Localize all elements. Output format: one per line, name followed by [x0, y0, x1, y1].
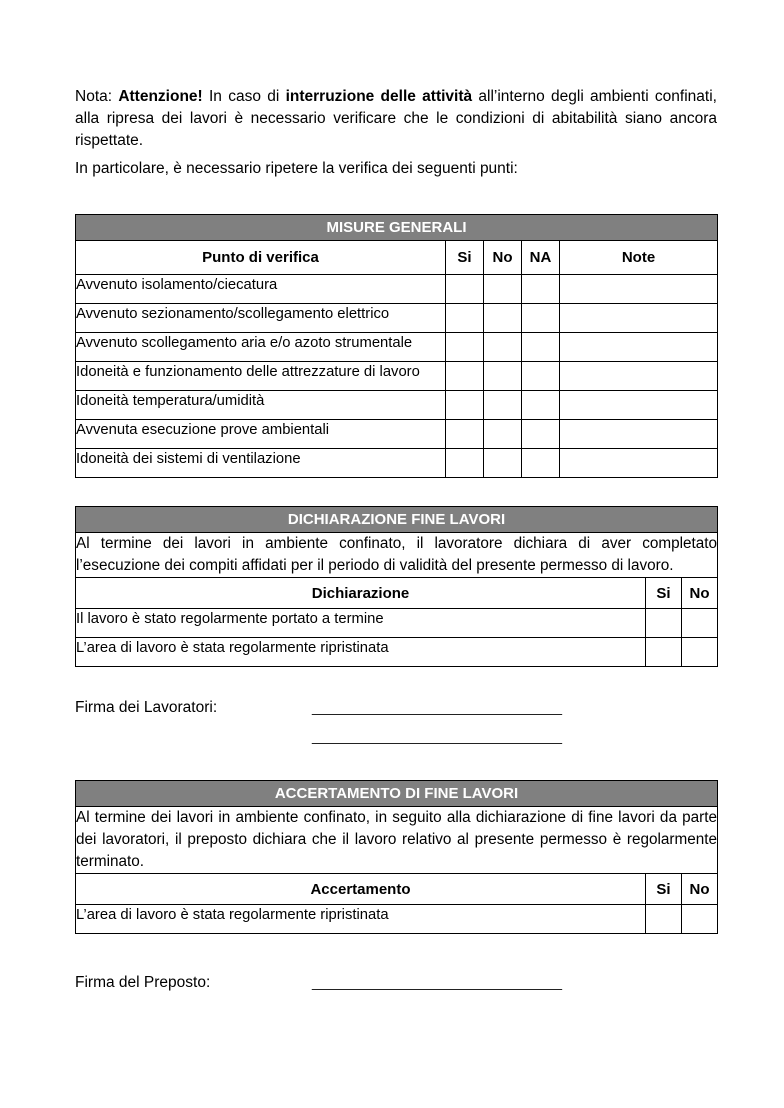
- firma-lavoratori-row-1: [75, 697, 717, 719]
- no-cell: [484, 333, 522, 362]
- firma-preposto-line: _____________________________: [312, 974, 562, 991]
- misure-col-no: No: [484, 241, 522, 275]
- note-cell: [560, 391, 718, 420]
- si-cell: [646, 905, 682, 934]
- firma-preposto-row: [75, 972, 717, 994]
- no-cell: [484, 275, 522, 304]
- dichiarazione-col-si: Si: [646, 578, 682, 609]
- si-cell: [446, 391, 484, 420]
- firma-lavoratori-label: Firma dei Lavoratori:: [75, 699, 218, 716]
- table-row: [76, 391, 718, 420]
- punto-cell: Avvenuto sezionamento/scollegamento elettrico: [76, 304, 446, 333]
- punto-cell: Avvenuto isolamento/ciecatura: [76, 275, 446, 304]
- si-cell: [646, 638, 682, 667]
- note-suffix: all’interno degli ambienti confinati, alla ripresa dei lavori è necessario verificare che le condizioni di abitabilità siano ancora rispettate.: [75, 88, 717, 149]
- punto-cell: Avvenuta esecuzione prove ambientali: [76, 420, 446, 449]
- table-row: [76, 304, 718, 333]
- si-cell: [446, 333, 484, 362]
- accertamento-intro-text: Al termine dei lavori in ambiente confinato, in seguito alla dichiarazione di fine lavori da parte dei lavoratori, il preposto dichiara che il lavoro relativo al presente permesso è regolarmente terminato.: [76, 807, 718, 874]
- note-prefix: Nota:: [75, 88, 119, 105]
- si-cell: [446, 304, 484, 333]
- firma-lavoratori-row-2: [75, 726, 717, 748]
- note-cell: [560, 362, 718, 391]
- accertamento-col-accertamento: Accertamento: [76, 874, 646, 905]
- si-cell: [446, 420, 484, 449]
- si-cell: [446, 449, 484, 478]
- na-cell: [522, 420, 560, 449]
- note-cell: [560, 333, 718, 362]
- dichiarazione-col-no: No: [682, 578, 718, 609]
- na-cell: [522, 449, 560, 478]
- note-cell: [560, 449, 718, 478]
- si-cell: [446, 362, 484, 391]
- note-mid: In caso di: [202, 88, 286, 105]
- table-row: [76, 638, 718, 667]
- misure-col-na: NA: [522, 241, 560, 275]
- firma-lavoratori-block: [75, 697, 717, 748]
- misure-col-si: Si: [446, 241, 484, 275]
- accertamento-cell: L’area di lavoro è stata regolarmente ripristinata: [76, 905, 646, 934]
- na-cell: [522, 391, 560, 420]
- note-attention-bold: Attenzione!: [118, 88, 203, 105]
- table-row: [76, 609, 718, 638]
- punto-cell: Idoneità dei sistemi di ventilazione: [76, 449, 446, 478]
- table-row: [76, 362, 718, 391]
- table-row: [76, 275, 718, 304]
- no-cell: [484, 391, 522, 420]
- si-cell: [646, 609, 682, 638]
- firma-lavoratori-spacer: [75, 726, 312, 748]
- dichiarazione-fine-lavori-table: [75, 506, 718, 667]
- punto-cell: Idoneità temperatura/umidità: [76, 391, 446, 420]
- accertamento-table-title: ACCERTAMENTO DI FINE LAVORI: [76, 781, 718, 807]
- punto-cell: Avvenuto scollegamento aria e/o azoto strumentale: [76, 333, 446, 362]
- note-paragraph: [75, 86, 717, 152]
- misure-col-note: Note: [560, 241, 718, 275]
- table-row: [76, 449, 718, 478]
- no-cell: [682, 638, 718, 667]
- na-cell: [522, 333, 560, 362]
- table-row: [76, 905, 718, 934]
- na-cell: [522, 362, 560, 391]
- accertamento-col-si: Si: [646, 874, 682, 905]
- table-row: [76, 420, 718, 449]
- note-cell: [560, 275, 718, 304]
- table-row: [76, 333, 718, 362]
- no-cell: [682, 905, 718, 934]
- no-cell: [484, 449, 522, 478]
- note-interruption-bold: interruzione delle attività: [285, 88, 473, 105]
- misure-col-punto-di-verifica: Punto di verifica: [76, 241, 446, 275]
- no-cell: [484, 362, 522, 391]
- note-cell: [560, 420, 718, 449]
- na-cell: [522, 304, 560, 333]
- dichiarazione-intro-text: Al termine dei lavori in ambiente confinato, il lavoratore dichiara di aver completato l’esecuzione dei compiti affidati per il periodo di validità del presente permesso di lavoro.: [76, 533, 718, 578]
- no-cell: [682, 609, 718, 638]
- dichiarazione-cell: L’area di lavoro è stata regolarmente ripristinata: [76, 638, 646, 667]
- accertamento-col-no: No: [682, 874, 718, 905]
- firma-lavoratori-line-2: _____________________________: [312, 728, 562, 745]
- dichiarazione-col-dichiarazione: Dichiarazione: [76, 578, 646, 609]
- accertamento-fine-lavori-table: [75, 780, 718, 934]
- na-cell: [522, 275, 560, 304]
- dichiarazione-table-title: DICHIARAZIONE FINE LAVORI: [76, 507, 718, 533]
- firma-preposto-label: Firma del Preposto:: [75, 974, 211, 991]
- note-cell: [560, 304, 718, 333]
- firma-lavoratori-line-1: _____________________________: [312, 699, 562, 716]
- no-cell: [484, 420, 522, 449]
- misure-table-title: MISURE GENERALI: [76, 215, 718, 241]
- intro-paragraph: In particolare, è necessario ripetere la verifica dei seguenti punti:: [75, 160, 518, 177]
- misure-generali-table: [75, 214, 718, 478]
- punto-cell: Idoneità e funzionamento delle attrezzature di lavoro: [76, 362, 446, 391]
- no-cell: [484, 304, 522, 333]
- si-cell: [446, 275, 484, 304]
- firma-preposto-block: [75, 972, 717, 994]
- dichiarazione-cell: Il lavoro è stato regolarmente portato a termine: [76, 609, 646, 638]
